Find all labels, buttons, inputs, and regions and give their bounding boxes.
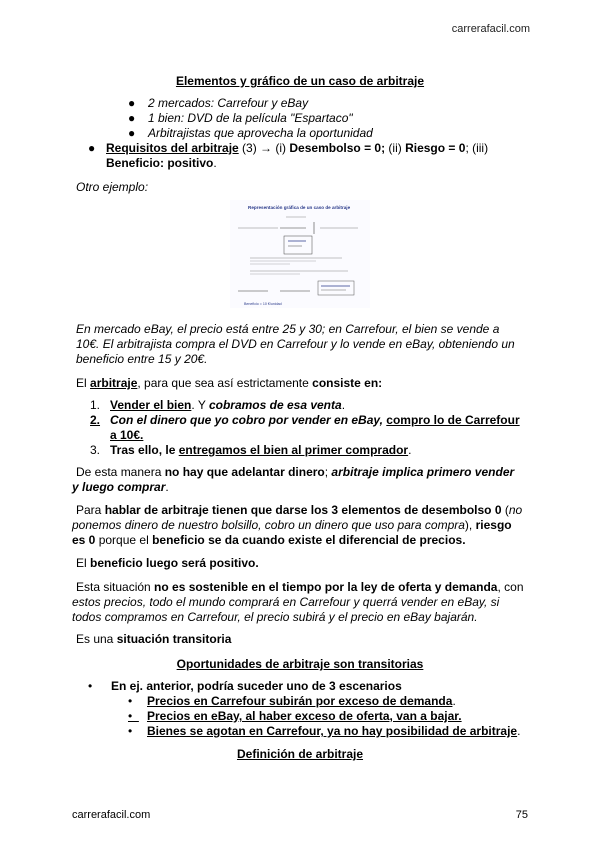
section-title: Definición de arbitraje: [236, 747, 364, 761]
step-1: [110, 398, 345, 413]
list-item-text: 2 mercados: Carrefour y eBay: [148, 96, 309, 110]
diagram-graphic: [230, 200, 370, 308]
text: riesgo: [475, 518, 512, 532]
arbitrage-diagram: [230, 200, 370, 308]
riesgo: Riesgo = 0: [405, 141, 466, 155]
paragraph-sostenible-line3: todos compramos en Carrefour, el precio subirá y el precio en eBay bajarán.: [72, 610, 478, 624]
requisitos-line2: [106, 156, 217, 171]
bullet-dot: ●: [128, 126, 136, 140]
text: Esta situación: [76, 580, 155, 594]
text: beneficio luego será positivo.: [90, 556, 259, 570]
text: no hay que adelantar dinero: [164, 465, 325, 479]
section-title: Oportunidades de arbitraje son transitorias: [176, 657, 424, 671]
paragraph-sostenible: [76, 580, 524, 595]
step-number: 1.: [90, 398, 101, 412]
requisitos-label: Requisitos del arbitraje: [106, 141, 239, 155]
text: cobramos de esa venta: [208, 398, 342, 412]
text: ),: [464, 518, 476, 532]
bullet-dot: •: [128, 709, 139, 723]
footer-site: carrerafacil.com: [72, 809, 151, 821]
text: compro lo de Carrefour: [386, 413, 520, 427]
bullet-dot: •: [88, 679, 93, 693]
section-title: Elementos y gráfico de un caso de arbitraje: [175, 74, 425, 88]
text: porque el: [95, 533, 153, 547]
paragraph-elementos-line2: [72, 518, 512, 533]
text-line: beneficio entre 15 y 20€.: [76, 352, 208, 366]
text: .: [517, 724, 521, 738]
text: Es una: [76, 632, 117, 646]
text: . Y: [191, 398, 209, 412]
text: .: [408, 443, 412, 457]
text: y luego comprar: [72, 480, 166, 494]
otro-ejemplo: Otro ejemplo:: [76, 180, 149, 194]
text: entregamos el bien al primer comprador: [178, 443, 409, 457]
text: arbitraje implica primero vender: [331, 465, 515, 479]
step-number: 3.: [90, 443, 101, 457]
text: , con: [497, 580, 524, 594]
text: Precios en Carrefour subirán por exceso de demanda: [147, 694, 453, 708]
text: Bienes se agotan en Carrefour, ya no hay posibilidad de arbitraje: [147, 724, 518, 738]
text: De esta manera: [76, 465, 165, 479]
diagram-note: Beneficio = 10 €/unidad: [244, 302, 282, 306]
scenario-item: Precios en eBay, al haber exceso de oferta, van a bajar.: [147, 709, 462, 723]
paragraph-ebay: [76, 322, 529, 367]
list-item-text: Arbitrajistas que aprovecha la oportunidad: [148, 126, 373, 140]
text: hablar de arbitraje tienen que darse los 3 elementos de desembolso 0: [104, 503, 502, 517]
text-line: 10€. El arbitrajista compra el DVD en Carrefour y lo vende en eBay, obteniendo un: [76, 337, 515, 351]
text: Para: [76, 503, 105, 517]
text: ; (iii): [465, 141, 489, 155]
step-number: 2.: [90, 413, 101, 427]
paragraph-adelantar-line2: [72, 480, 169, 495]
text: situación transitoria: [116, 632, 232, 646]
text: , para que sea así estrictamente: [137, 376, 313, 390]
step-2-cont: a 10€.: [110, 428, 144, 442]
text: El: [76, 376, 91, 390]
text: Vender el bien: [110, 398, 192, 412]
text: ;: [324, 465, 332, 479]
text: .: [165, 480, 169, 494]
text-line: En mercado eBay, el precio está entre 25 y 30; en Carrefour, el bien se vende a: [76, 322, 500, 336]
bullet-dot: ●: [88, 141, 96, 155]
paragraph-beneficio: [76, 556, 259, 571]
list-item-text: 1 bien: DVD de la película "Espartaco": [148, 111, 353, 125]
bullet-dot: •: [128, 694, 133, 708]
scenario-item: [147, 694, 456, 709]
text: .: [341, 398, 346, 412]
text: (3) → (i): [238, 141, 290, 155]
scenario-item: [147, 724, 520, 739]
text: Tras ello, le: [110, 443, 179, 457]
text: consiste en:: [312, 376, 383, 390]
term-arbitraje: arbitraje: [90, 376, 138, 390]
beneficio: Beneficio: positivo: [106, 156, 214, 170]
text: no: [508, 503, 523, 517]
text: es 0: [72, 533, 96, 547]
step-3: [110, 443, 411, 458]
header-site: carrerafacil.com: [451, 23, 530, 35]
text: (: [501, 503, 509, 517]
text: .: [452, 694, 456, 708]
paragraph-elementos: [76, 503, 522, 518]
text: ponemos dinero de nuestro bolsillo, cobro un dinero que uso para compra: [72, 518, 465, 532]
bullet-dot: ●: [128, 111, 136, 125]
text: El: [76, 556, 91, 570]
paragraph-adelantar: [76, 465, 529, 480]
paragraph-sostenible-line2: estos precios, todo el mundo comprará en Carrefour y querrá vender en eBay, si: [72, 595, 500, 609]
step-2: [110, 413, 520, 428]
text: Con el dinero que yo cobro por vender en eBay,: [110, 413, 387, 427]
bullet-dot: ●: [128, 96, 136, 110]
paragraph-arbitraje: [76, 376, 382, 391]
paragraph-elementos-line3: [72, 533, 466, 548]
text: no es sostenible en el tiempo por la ley de oferta y demanda: [154, 580, 498, 594]
requisitos-paragraph: [106, 141, 529, 156]
text: beneficio se da cuando existe el diferencial de precios.: [152, 533, 466, 547]
text: (ii): [385, 141, 406, 155]
bullet-dot: •: [128, 724, 133, 738]
scenarios-lead: En ej. anterior, podría suceder uno de 3 escenarios: [111, 679, 402, 693]
page-number: 75: [515, 809, 528, 821]
paragraph-transitoria: [76, 632, 231, 647]
desembolso: Desembolso = 0;: [289, 141, 386, 155]
diagram-title: Representación gráfica de un caso de arbitraje: [248, 205, 351, 210]
text: .: [213, 156, 217, 170]
